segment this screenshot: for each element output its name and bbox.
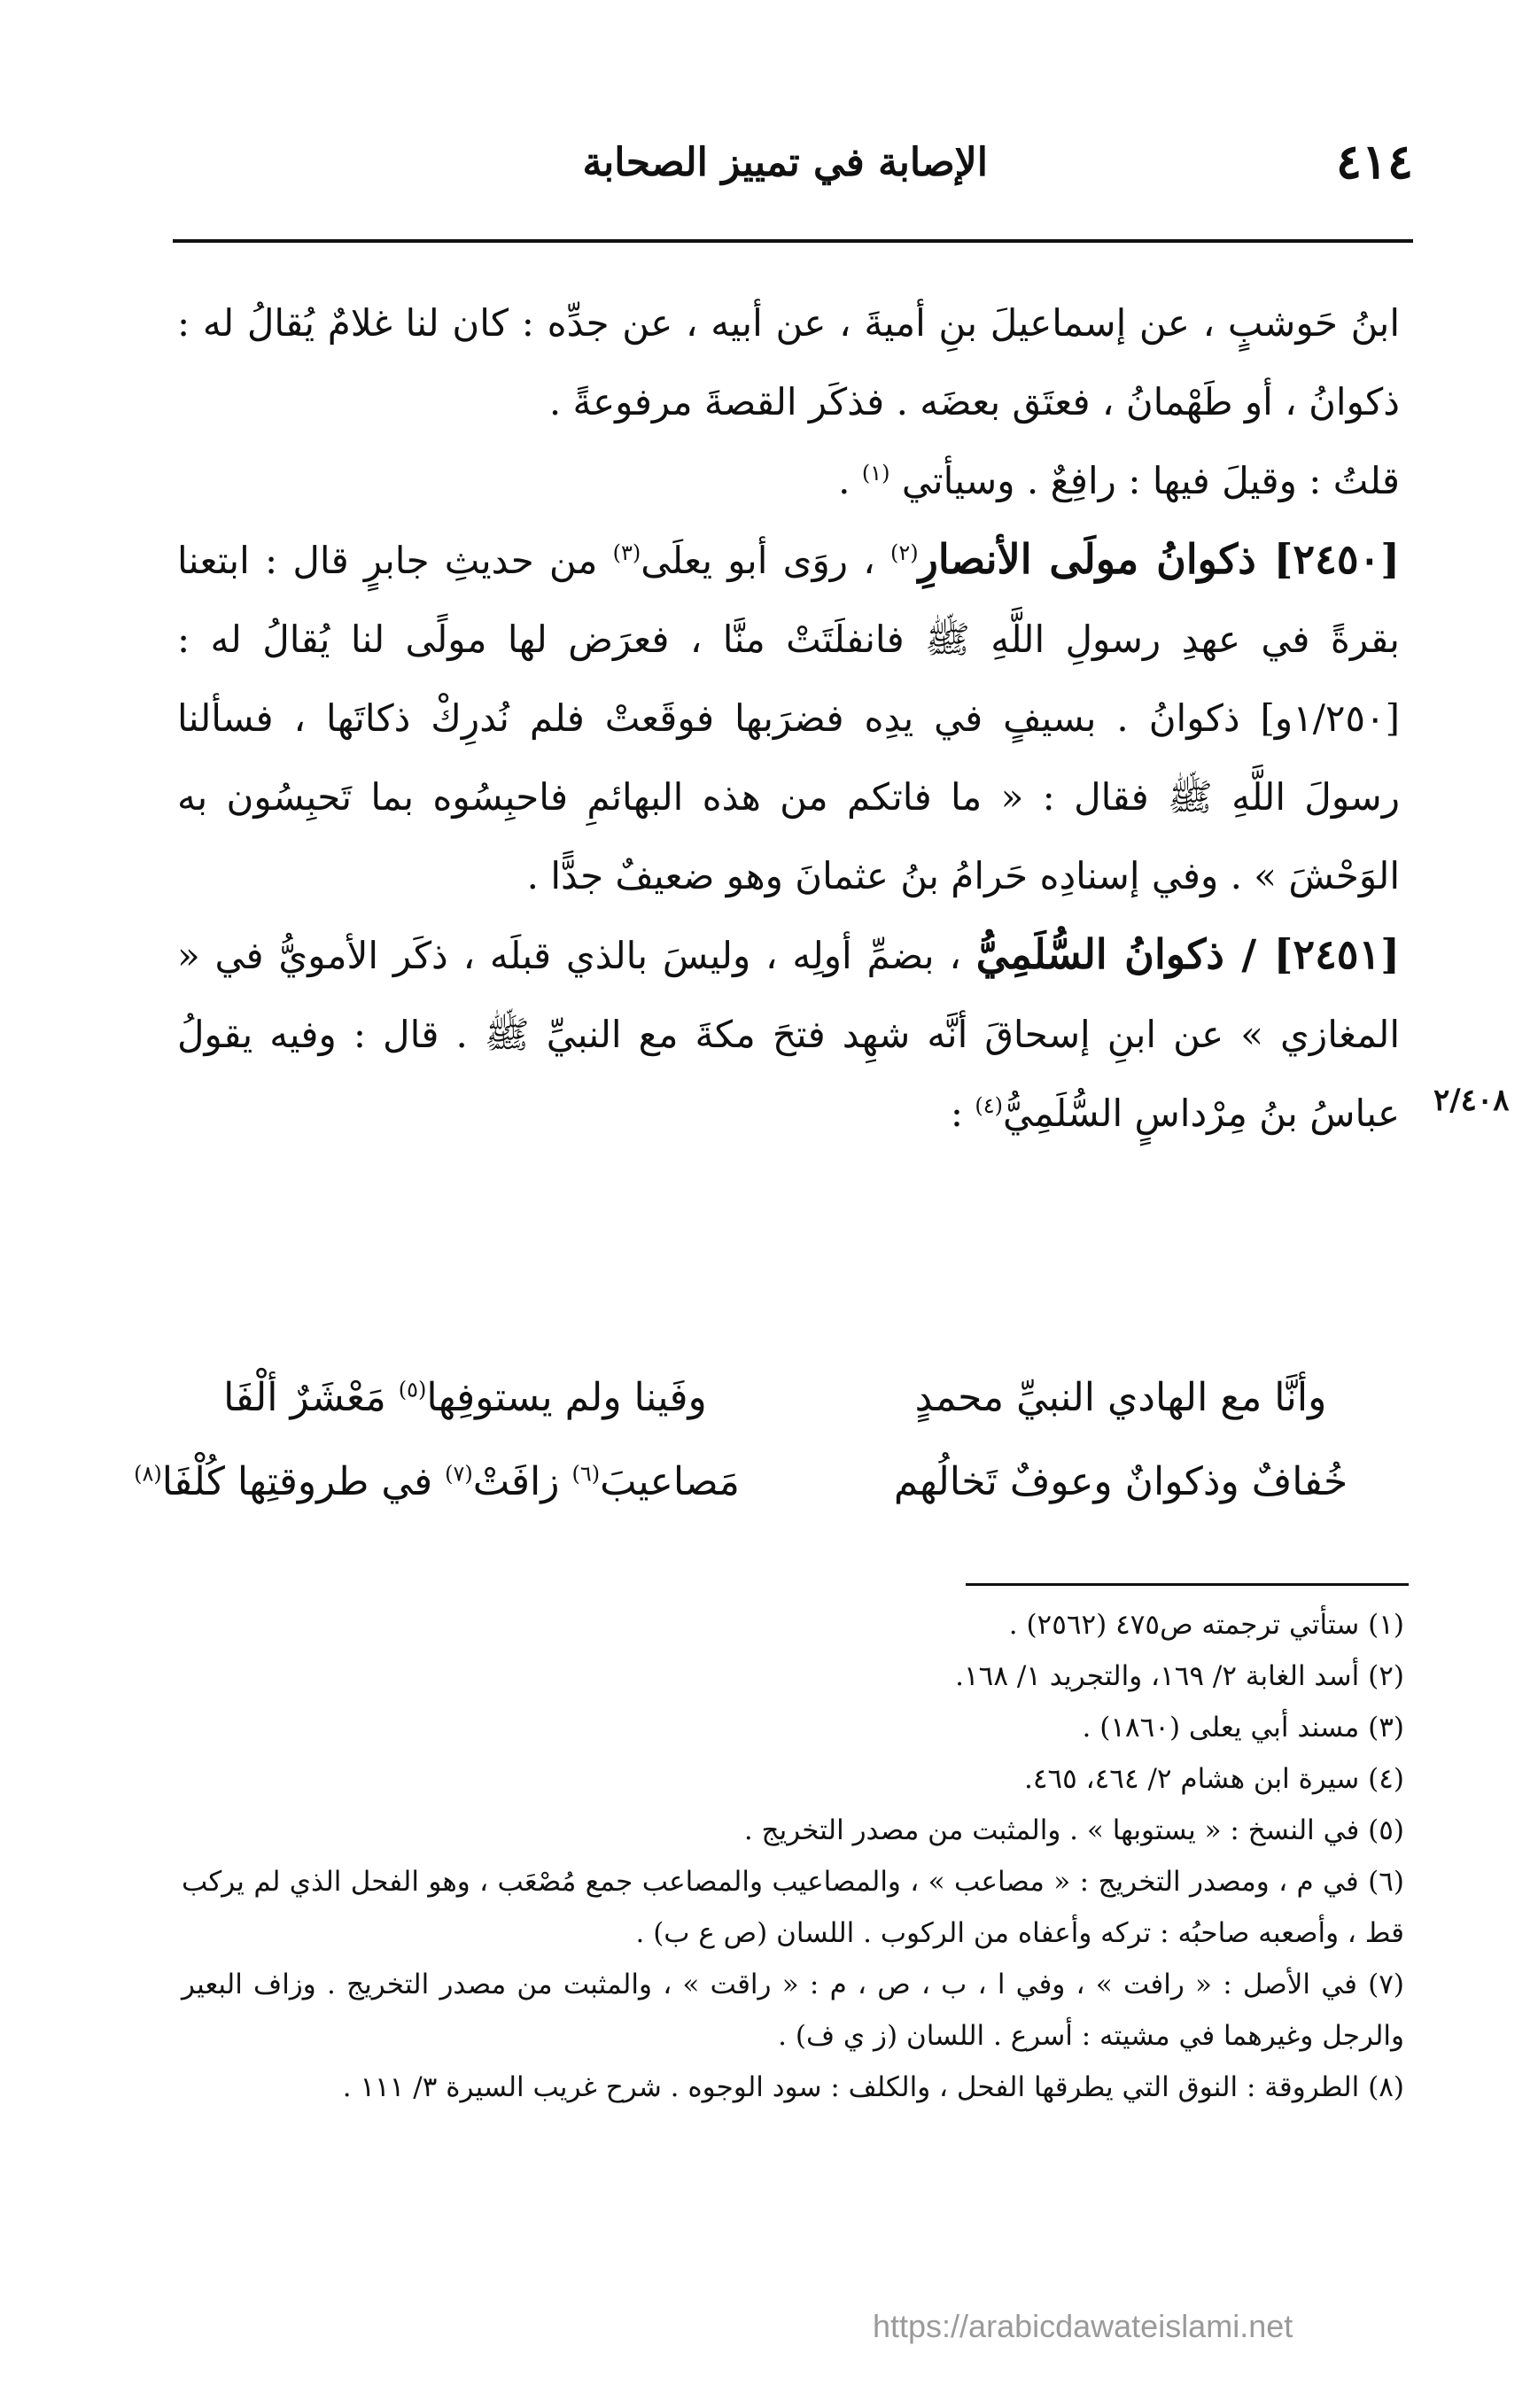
footnote-ref: (٤) (975, 1093, 1004, 1118)
footnote-ref: (٢) (889, 540, 919, 565)
paragraph-end: . (838, 459, 851, 502)
footnote-ref: (٥) (398, 1377, 427, 1402)
footnote: (٣) مسند أبي يعلى (١٨٦٠) . (1082, 1712, 1404, 1744)
footnote-ref: (٦) (571, 1461, 601, 1487)
verse-text: في طروقتِها كُلْفَا (161, 1459, 433, 1504)
verse-text: زافَتْ (472, 1459, 560, 1504)
footnote-rule (966, 1583, 1409, 1586)
main-text (177, 284, 1400, 1153)
header-rule (173, 239, 1413, 243)
hemistich-right: وأنَّا مع الهادي النبيِّ محمدٍ (914, 1375, 1327, 1420)
verse-text: مَعْشَرٌ ألْفَا (223, 1375, 386, 1420)
hemistich-right: خُفافٌ وذكوانٌ وعوفٌ تَخالُهم (893, 1459, 1348, 1504)
paragraph: ابنُ حَوشبٍ ، عن إسماعيلَ بنِ أميةَ ، عن أبيه ، عن جدِّه : كان لنا غلامٌ يُقالُ له : ذكوانُ ، أو طَهْمانُ ، فعتَق بعضَه . فذكَر القصةَ مرفوعةً . (177, 301, 1400, 423)
footnote-ref: (٨) (134, 1461, 162, 1487)
hemistich-left (134, 1459, 740, 1504)
entry-heading: [٢٤٥٠] ذكوانُ مولَى الأنصارِ (918, 535, 1401, 583)
running-title: الإصابة في تمييز الصحابة (582, 140, 988, 185)
entry-text: من حديثِ جابرٍ قال : ابتعنا بقرةً في عهدِ رسولِ اللَّهِ ﷺ فانفلَتَتْ منَّا ، فعرَض لها مولًى لنا يُقالُ له : [١/٢٥٠و] ذكوانُ . بسيفٍ في يدِه فضرَبها فوقَعتْ فلم نُدرِكْ ذكاتَها ، فسألنا رسولَ اللَّهِ ﷺ فقال : « ما فاتكم من هذه البهائمِ فاحبِسُوه بما تَحبِسُون به الوَحْشَ » . وفي إسنادِه حَرامُ بنُ عثمانَ وهو ضعيفٌ جدًّا . (177, 539, 1400, 897)
footnote-ref: (١) (861, 461, 890, 485)
footnote: (٧) في الأصل : « رافت » ، وفي ا ، ب ، ص ، م : « راقت » ، والمثبت من مصدر التخريج . وزاف البعير والرجل وغيرهما في مشيته : أسرع . اللسان (ز ي ف) . (182, 1969, 1404, 2052)
poem-line (134, 1440, 1395, 1524)
footnote: (٥) في النسخ : « يستوبها » . والمثبت من مصدر التخريج . (743, 1814, 1404, 1846)
entry-text: ، بضمِّ أولِه ، وليسَ بالذي قبلَه ، ذكَر الأمويُّ في « المغازي » عن ابنِ إسحاقَ أنَّه شهِد فتحَ مكةَ مع النبيِّ ﷺ . قال : وفيه يقولُ عباسُ بنُ مِرْداسٍ السُّلَمِيُّ (177, 934, 1400, 1135)
footnote: (٢) أسد الغابة ٢/ ١٦٩، والتجريد ١/ ١٦٨. (955, 1660, 1404, 1692)
page-number: ٤١٤ (1335, 133, 1413, 190)
poem-line (190, 1355, 1395, 1440)
paragraph (177, 441, 1400, 520)
margin-reference: ٢/٤٠٨ (1433, 1083, 1510, 1118)
watermark-url: https://arabicdawateislami.net (873, 2308, 1293, 2344)
hemistich-left (190, 1375, 740, 1420)
footnote: (١) ستأتي ترجمته ص٤٧٥ (٢٥٦٢) . (1008, 1609, 1404, 1641)
page-header (173, 133, 1413, 204)
footnote-ref: (٣) (612, 540, 641, 565)
entry-2450 (177, 520, 1400, 915)
footnotes (182, 1599, 1404, 2113)
poem (134, 1355, 1395, 1524)
verse-text: وفَينا ولم يستوفِها (426, 1375, 707, 1420)
paragraph-text: قلتُ : وقيلَ فيها : رافِعٌ . وسيأتي (901, 459, 1400, 502)
footnote: (٦) في م ، ومصدر التخريج : « مصاعب » ، والمصاعيب والمصاعب جمع مُصْعَب ، وهو الفحل الذي لم يركب قط ، وأصعبه صاحبُه : تركه وأعفاه من الركوب . اللسان (ص ع ب) . (182, 1866, 1404, 1949)
entry-end: : (950, 1091, 964, 1135)
verse-text: مَصاعيبَ (600, 1459, 740, 1504)
entry-text: ، روَى أبو يعلَى (641, 539, 875, 582)
footnote: (٤) سيرة ابن هشام ٢/ ٤٦٤، ٤٦٥. (1023, 1763, 1404, 1795)
footnote: (٨) الطروقة : النوق التي يطرقها الفحل ، والكلف : سود الوجوه . شرح غريب السيرة ٣/ ١١١ . (342, 2071, 1404, 2103)
entry-heading: [٢٤٥١] / ذكوانُ السُّلَمِيُّ (975, 930, 1400, 978)
footnote-ref: (٧) (445, 1461, 473, 1487)
entry-2451 (177, 915, 1400, 1153)
